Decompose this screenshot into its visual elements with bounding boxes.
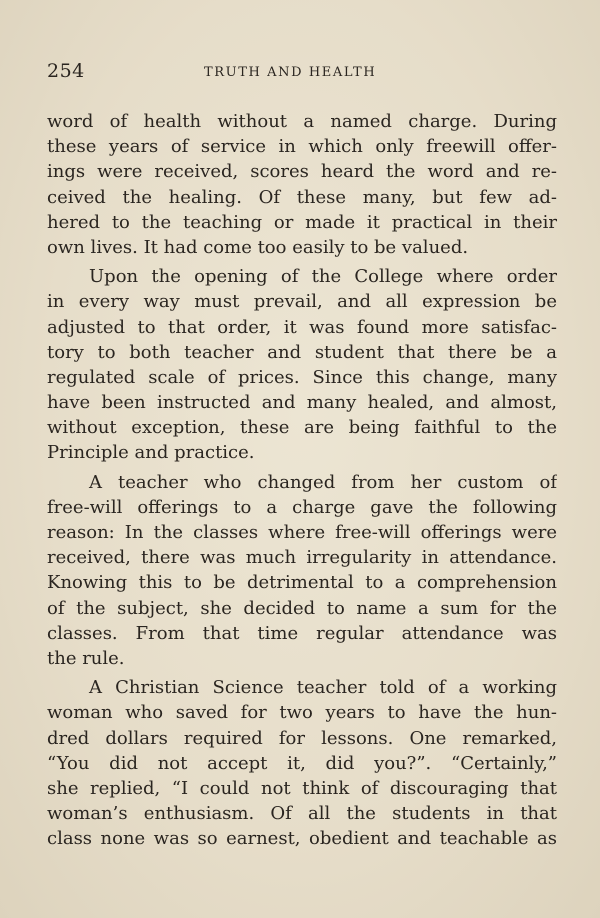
text-line: Principle and practice.: [47, 442, 255, 464]
running-head: TRUTH AND HEALTH: [204, 65, 377, 80]
text-line: hered to the teaching or made it practical in their: [47, 211, 557, 233]
text-line: of the subject, she decided to name a sum for the: [47, 597, 557, 619]
text-line: “You did not accept it, did you?”. “Certainly,”: [47, 752, 557, 774]
text-line: woman who saved for two years to have the hun-: [47, 702, 557, 724]
paragraph-1: [47, 109, 557, 260]
text-line: Upon the opening of the College where order: [89, 266, 557, 288]
text-line: without exception, these are being faithful to the: [47, 417, 557, 439]
text-line: A teacher who changed from her custom of: [89, 471, 557, 493]
text-line: classes. From that time regular attendance was: [47, 622, 557, 644]
text-line: free-will offerings to a charge gave the following: [47, 496, 557, 518]
text-line: have been instructed and many healed, and almost,: [47, 392, 557, 414]
paragraph-3: [47, 470, 557, 672]
paragraph-4: [47, 675, 557, 851]
text-line: adjusted to that order, it was found more satisfac-: [47, 316, 557, 338]
text-line: regulated scale of prices. Since this change, many: [47, 366, 557, 388]
paragraph-2: [47, 264, 557, 466]
text-line: ceived the healing. Of these many, but few ad-: [47, 186, 557, 208]
text-line: ings were received, scores heard the word and re-: [47, 161, 557, 183]
text-line: tory to both teacher and student that there be a: [47, 341, 557, 363]
text-line: the rule.: [47, 647, 125, 669]
text-line: in every way must prevail, and all expression be: [47, 291, 557, 313]
text-line: dred dollars required for lessons. One remarked,: [47, 727, 557, 749]
text-line: A Christian Science teacher told of a working: [89, 677, 557, 699]
page-header: [47, 60, 557, 86]
text-line: class none was so earnest, obedient and teachable as: [47, 828, 557, 850]
text-line: own lives. It had come too easily to be valued.: [47, 236, 469, 258]
text-line: she replied, “I could not think of discouraging that: [47, 777, 557, 799]
text-line: word of health without a named charge. During: [47, 111, 557, 132]
text-line: reason: In the classes where free-will offerings were: [47, 522, 557, 543]
page-body: [47, 109, 557, 855]
text-line: these years of service in which only freewill offer-: [47, 136, 557, 158]
text-line: received, there was much irregularity in attendance.: [47, 547, 557, 569]
page-number: 254: [47, 60, 85, 82]
text-line: Knowing this to be detrimental to a comprehension: [47, 572, 557, 594]
text-line: woman’s enthusiasm. Of all the students in that: [47, 803, 557, 825]
